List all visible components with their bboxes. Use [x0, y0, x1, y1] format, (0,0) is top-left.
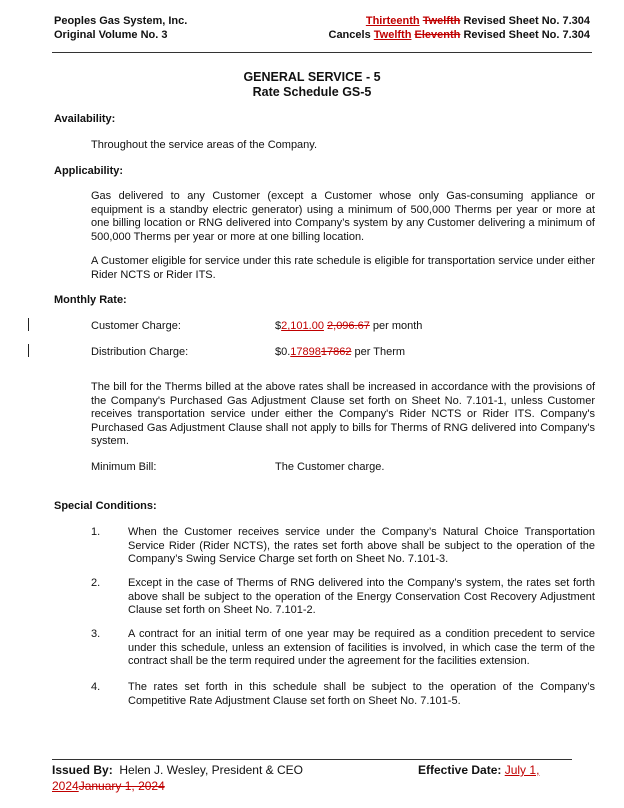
sheet-number [366, 15, 590, 27]
effective-date-continuation [52, 779, 165, 793]
issued-by-value: Helen J. Wesley, President & CEO [119, 763, 303, 777]
cancels-sheet [329, 29, 591, 41]
cancels-inserted-text: Twelfth [373, 29, 412, 41]
distribution-charge-label: Distribution Charge: [91, 346, 189, 358]
company-name: Peoples Gas System, Inc. [54, 15, 188, 27]
customer-charge-suffix: per month [369, 320, 423, 332]
cancels-deleted-text: Eleventh [414, 29, 461, 41]
page-title: GENERAL SERVICE - 5 [243, 70, 381, 84]
sheet-inserted-text: Thirteenth [365, 15, 420, 27]
distribution-charge-prefix: $0. [275, 346, 291, 358]
volume-number: Original Volume No. 3 [54, 29, 168, 41]
issued-by-label: Issued By: [52, 763, 113, 777]
condition-text: A contract for an initial term of one year may be required as a condition precedent to service under this schedule, unless an extension of facilities is involved, in which case the term of the contract shall be the term required under the agreement for the facilities extension. [128, 628, 595, 668]
cancels-label: Cancels [328, 29, 371, 41]
customer-charge-deleted: 2,096.67 [327, 320, 370, 332]
condition-text: The rates set forth in this schedule shall be subject to the operation of the Company’s Competitive Rate Adjustment Clause set forth on Sheet No. 7.101-5. [128, 681, 595, 707]
condition-text: When the Customer receives service under the Company’s Natural Choice Transportation Service Rider (Rider NCTS), the rates set forth above shall be subject to the operation of the Company’s Swing Service Charge set forth on Sheet No. 7.101-3. [128, 526, 595, 566]
sheet-rest-text: Revised Sheet No. 7.304 [463, 15, 590, 27]
applicability-heading: Applicability: [54, 165, 124, 177]
condition-number: 4. [91, 681, 101, 693]
distribution-charge-suffix: per Therm [351, 346, 406, 358]
customer-charge-label: Customer Charge: [91, 320, 181, 332]
distribution-charge-deleted: 17862 [320, 346, 352, 358]
availability-heading: Availability: [54, 113, 116, 125]
condition-number: 1. [91, 526, 101, 538]
monthly-rate-heading: Monthly Rate: [54, 294, 127, 306]
issued-by [52, 763, 303, 777]
customer-charge-value [275, 320, 422, 332]
effective-date-deleted: January 1, 2024 [78, 779, 165, 793]
page-subtitle: Rate Schedule GS-5 [252, 85, 372, 99]
sheet-deleted-text: Twelfth [422, 15, 461, 27]
applicability-paragraph-1: Gas delivered to any Customer (except a Customer whose only Gas-consuming appliance or equipment is a standby electric generator) using a minimum of 500,000 Therms per year or more at one billing location or RNG delivered into Company’s system by any Customer delivering a minimum of 500,000 Therms per year or more at one billing location. [91, 190, 595, 243]
cancels-rest-text: Revised Sheet No. 7.304 [463, 29, 590, 41]
header-rule [52, 52, 592, 53]
pga-paragraph: The bill for the Therms billed at the above rates shall be increased in accordance with the provisions of the Company's Purchased Gas Adjustment Clause set forth on Sheet No. 7.101-1, unless Customer receives transportation service under either the Company's Rider NCTS or Rider ITS. Company's Purchased Gas Adjustment Clause shall not apply to bills for Therms of RNG delivered into Company's system. [91, 381, 595, 448]
customer-charge-prefix: $ [275, 320, 282, 332]
customer-charge-inserted: 2,101.00 [281, 320, 324, 332]
effective-date-label: Effective Date: [418, 763, 502, 777]
special-conditions-heading: Special Conditions: [54, 500, 157, 512]
distribution-charge-value [275, 346, 405, 358]
minimum-bill-label: Minimum Bill: [91, 461, 157, 473]
effective-date-year-inserted: 2024 [52, 779, 79, 793]
distribution-charge-inserted: 17898 [290, 346, 321, 358]
condition-text: Except in the case of Therms of RNG delivered into the Company’s system, the rates set forth above shall be subject to the operation of the Energy Conservation Cost Recovery Adjustment Clause set forth on Sheet No. 7.101-2. [128, 577, 595, 617]
condition-number: 2. [91, 577, 101, 589]
availability-text: Throughout the service areas of the Company. [91, 139, 318, 151]
applicability-paragraph-2: A Customer eligible for service under this rate schedule is eligible for transportation service under either Rider NCTS or Rider ITS. [91, 255, 595, 281]
minimum-bill-value: The Customer charge. [275, 461, 385, 473]
effective-date-inserted: July 1, [504, 763, 540, 777]
condition-number: 3. [91, 628, 101, 640]
change-bar [28, 318, 29, 331]
footer-rule [52, 759, 572, 760]
effective-date [418, 763, 539, 777]
change-bar [28, 344, 29, 357]
